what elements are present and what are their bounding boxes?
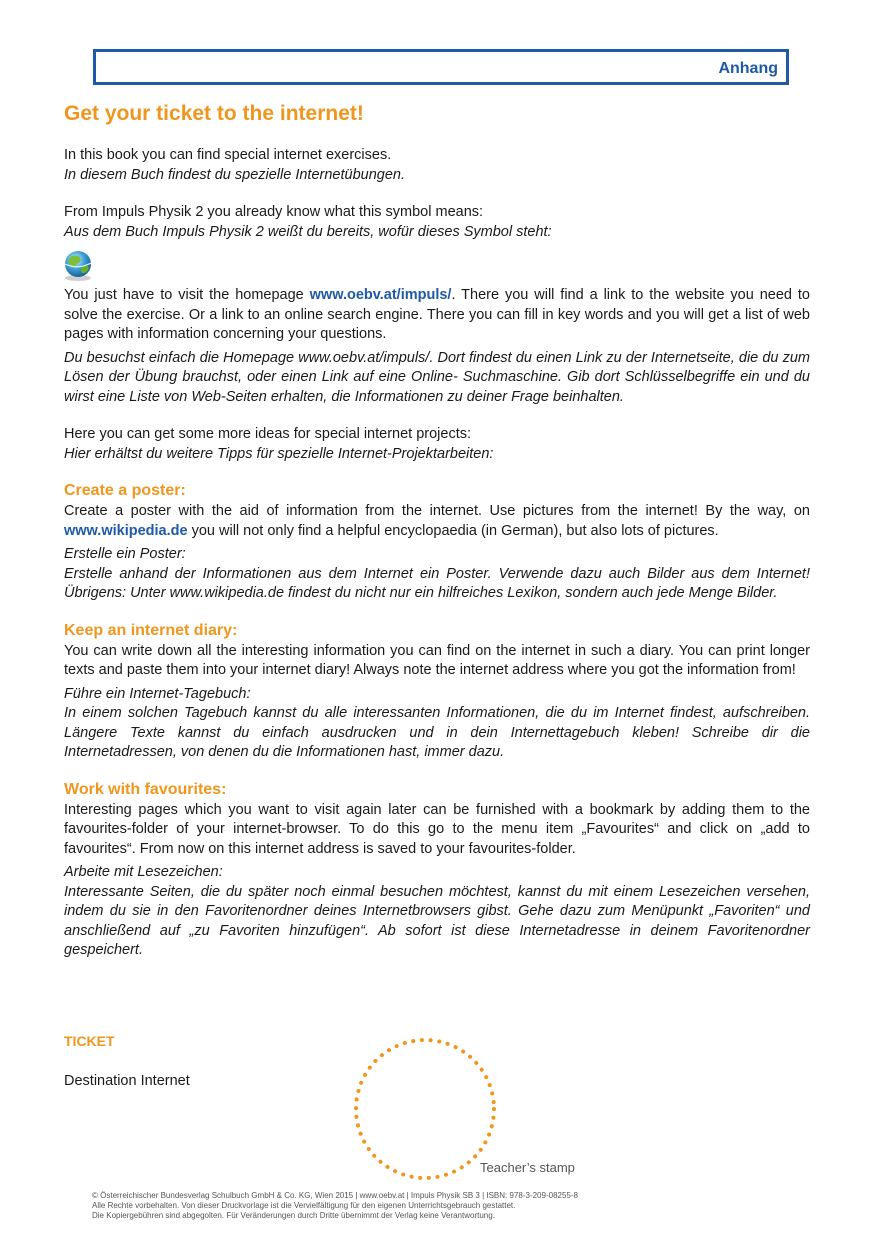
favourites-heading: Work with favourites: <box>64 780 227 798</box>
poster-heading: Create a poster: <box>64 482 186 499</box>
favourites-text-de: Interessante Seiten, die du später noch einmal besuchen möchtest, kannst du mit einem Lesezeichen versehen, indem du sie in den Favoritenordner deines Internetbrowsers gibst. Gehe dazu zum Menüpunkt „Favoriten“ und anschließend auf „zu Favoriten hinzufügen“. Ab sofort ist diese Internetadresse in deinem Favoritenordner gespeichert. <box>64 883 810 958</box>
page-title: Get your ticket to the internet! <box>64 102 364 125</box>
stamp-label: Teacher’s stamp <box>480 1160 575 1175</box>
ideas-de: Hier erhältst du weitere Tipps für spezielle Internet-Projektarbeiten: <box>64 445 494 462</box>
ticket-destination: Destination Internet <box>64 1073 190 1089</box>
wikipedia-link[interactable]: www.wikipedia.de <box>64 522 188 539</box>
poster-text-en <box>64 502 810 541</box>
visit-text-after: . There you will find a link to the website you need to solve the exercise. Or a link to an online search engine. There you can fill in key words and you will get a list of web pages with information concerning your questions. <box>64 287 810 342</box>
intro-en-1: In this book you can find special internet exercises. <box>64 147 392 163</box>
diary-heading: Keep an internet diary: <box>64 621 238 639</box>
copyright-footer <box>92 1191 578 1221</box>
poster-heading-de: Erstelle ein Poster: <box>64 546 186 562</box>
ideas-en: Here you can get some more ideas for special internet projects: <box>64 426 472 442</box>
visit-paragraph <box>64 286 810 345</box>
footer-line-3: Die Kopiergebühren sind abgegolten. Für Veränderungen durch Dritte übernimmt der Verlag keine Verantwortung. <box>92 1211 495 1220</box>
intro-de-1: In diesem Buch findest du spezielle Internetübungen. <box>64 166 405 183</box>
globe-icon <box>60 248 96 284</box>
visit-paragraph-de: Du besuchst einfach die Homepage www.oebv.at/impuls/. Dort findest du einen Link zu der Internetseite, die du zum Lösen der Übung brauchst, oder einen Link auf eine Online- Suchmaschine. Gib dort Schlüsselbegriffe ein und du wirst eine Liste von Web-Seiten erhalten, die Informationen zu deiner Frage beinhalten. <box>64 349 810 405</box>
visit-text-before: You just have to visit the homepage <box>64 287 310 303</box>
footer-line-2: Alle Rechte vorbehalten. Von dieser Druckvorlage ist die Vervielfältigung für den eigenen Unterrichtsgebrauch gestattet. <box>92 1201 516 1210</box>
intro-en-2: From Impuls Physik 2 you already know what this symbol means: <box>64 204 484 220</box>
poster-text-after: you will not only find a helpful encyclopaedia (in German), but also lots of pictures. <box>187 522 719 539</box>
diary-text-en: You can write down all the interesting information you can find on the internet in such a diary. You can print longer texts and paste them into your internet diary! Always note the internet address where you got the information from! <box>64 642 810 678</box>
ticket-label: TICKET <box>64 1033 115 1049</box>
header-label: Anhang <box>718 60 778 77</box>
footer-line-1: © Österreichischer Bundesverlag Schulbuch GmbH & Co. KG, Wien 2015 | www.oebv.at | Impuls Physik SB 3 | ISBN: 978-3-209-08255-8 <box>92 1191 578 1200</box>
poster-text-before: Create a poster with the aid of information from the internet. Use pictures from the internet! By the way, on <box>64 503 810 519</box>
intro-de-2: Aus dem Buch Impuls Physik 2 weißt du bereits, wofür dieses Symbol steht: <box>64 223 552 240</box>
oebv-link[interactable]: www.oebv.at/impuls/ <box>309 287 452 303</box>
favourites-text-en: Interesting pages which you want to visit again later can be furnished with a bookmark by adding them to the favourites-folder of your internet-browser. To do this go to the menu item „Favourites“ and click on „add to favourites“. From now on this internet address is saved to your favourites-folder. <box>64 801 810 857</box>
main-content <box>64 102 810 961</box>
favourites-heading-de: Arbeite mit Lesezeichen: <box>64 864 223 880</box>
poster-text-de: Erstelle anhand der Informationen aus dem Internet ein Poster. Verwende dazu auch Bilder aus dem Internet! Übrigens: Unter www.wikipedia.de findest du nicht nur ein hilfreiches Lexikon, sondern auch jede Menge Bilder. <box>64 565 810 601</box>
header-box <box>93 49 789 85</box>
diary-heading-de: Führe ein Internet-Tagebuch: <box>64 685 251 702</box>
diary-text-de: In einem solchen Tagebuch kannst du alle interessanten Informationen, die du im Internet findest, aufschreiben. Längere Texte kannst du einfach ausdrucken und in dein Internettagebuch kleben! Schreibe dir die Internetadressen, von denen du die Informationen hast, immer dazu. <box>64 705 810 760</box>
